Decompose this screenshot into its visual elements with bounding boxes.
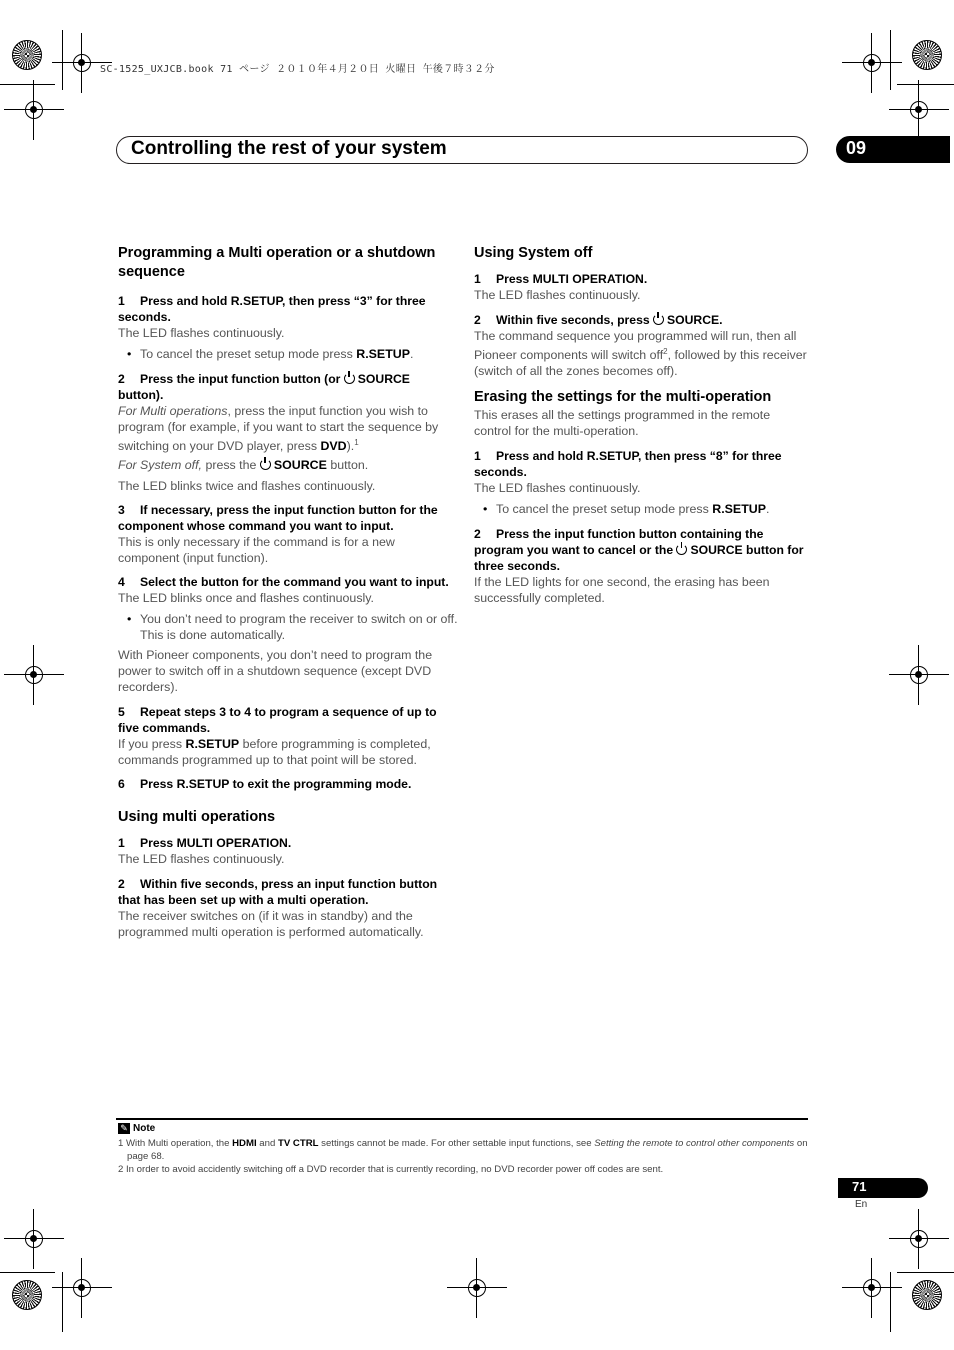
power-icon (676, 544, 687, 555)
registration-rosette (912, 40, 942, 70)
step-6: 6 Press R.SETUP to exit the programming mode. (118, 777, 412, 792)
step-body: If the LED lights for one second, the erasing has been successfully completed. (474, 575, 770, 606)
step-2: 2 Within five seconds, press SOURCE. (474, 313, 723, 327)
step-2: 2 Press the input function button containing the program you want to cancel or the SOURCE button for three seconds. (474, 527, 804, 574)
registration-rosette (912, 1280, 942, 1310)
section-heading: Using multi operations (118, 809, 276, 826)
step-1: 1 Press MULTI OPERATION. (118, 836, 292, 851)
trim-line (62, 1272, 63, 1332)
footnote-rule (116, 1118, 808, 1120)
trim-line (62, 30, 63, 90)
bullet-item: • To cancel the preset setup mode press R.SETUP. (474, 501, 810, 517)
page-number-tab (838, 1178, 928, 1198)
trim-line (897, 84, 954, 85)
step-body: The LED flashes continuously. (474, 481, 641, 496)
step-5: 5 Repeat steps 3 to 4 to program a sequence of up to five commands. (118, 705, 437, 736)
registration-rosette (12, 1280, 42, 1310)
language-label: En (855, 1199, 868, 1210)
step-body: The LED flashes continuously. (474, 288, 641, 302)
chapter-tab (836, 136, 950, 163)
crosshair-mark (889, 645, 949, 705)
print-header: SC-1525_UXJCB.book 71 ページ ２０１０年４月２０日 火曜日 午後７時３２分 (100, 64, 495, 75)
right-column (474, 244, 810, 606)
step-2: 2 Within five seconds, press an input function button that has been set up with a multi operation. (118, 877, 438, 908)
section-intro: This erases all the settings programmed in the remote control for the multi-operation. (474, 408, 771, 439)
trim-line (0, 84, 55, 85)
step-body: The receiver switches on (if it was in standby) and the programmed multi operation is performed automatically. (118, 909, 424, 940)
chapter-number: 09 (846, 138, 867, 158)
step-body: The command sequence you programmed will run, then all Pioneer components will switch off$^2$, followed by this receiver (switch of all the zones becomes off). (474, 329, 807, 379)
step-1: 1 Press MULTI OPERATION. (474, 272, 648, 286)
power-icon (344, 373, 355, 384)
trim-line (0, 1272, 55, 1273)
footnotes: ✎ Note 1 With Multi operation, the HDMI and TV CTRL settings cannot be made. For other settable input functions, see Setting the remote to control other components on page 68. 2 In order to avoid accidently switching off a DVD recorder that is currently recording, no DVD recorder power off codes are sent. (118, 1122, 808, 1175)
step-1: 1 Press and hold R.SETUP, then press “3” for three seconds. (118, 294, 426, 324)
step-3: 3 If necessary, press the input function button for the component whose command you want to input. (118, 503, 438, 534)
step-body: The LED blinks once and flashes continuously. (118, 591, 374, 606)
step-body: If you press R.SETUP before programming is completed, commands programmed up to that point will be stored. (118, 737, 431, 768)
trim-line (890, 1272, 891, 1332)
bullet-item: • You don’t need to program the receiver to switch on or off. This is done automatically. (118, 611, 458, 643)
step-body: The LED flashes continuously. (118, 852, 285, 867)
step-body: The LED flashes continuously. (118, 326, 285, 340)
left-column (118, 244, 458, 940)
chapter-title-bar (116, 136, 808, 164)
power-icon (260, 459, 271, 470)
registration-rosette (12, 40, 42, 70)
footnote-1: 1 With Multi operation, the HDMI and TV CTRL settings cannot be made. For other settable input functions, see Setting the remote to control other components on page 68. (118, 1138, 808, 1162)
trim-line (890, 30, 891, 90)
step-body: For System off, press the SOURCE button. (118, 458, 369, 473)
step-body: With Pioneer components, you don’t need to program the power to switch off in a shutdown sequence (except DVD recorders). (118, 648, 433, 695)
step-body: For Multi operations, press the input function you wish to program (for example, if you want to start the sequence by switching on your DVD player, press DVD).$^1$ (118, 404, 439, 454)
step-body: The LED blinks twice and flashes continuously. (118, 479, 376, 494)
crosshair-mark (889, 80, 949, 140)
crosshair-mark (4, 645, 64, 705)
bullet-item: • To cancel the preset setup mode press R.SETUP. (118, 346, 458, 362)
page-number: 71 (852, 1179, 867, 1194)
crosshair-mark (447, 1258, 507, 1318)
crosshair-mark (52, 1258, 112, 1318)
crosshair-mark (842, 1258, 902, 1318)
trim-line (897, 1272, 954, 1273)
step-1: 1 Press and hold R.SETUP, then press “8” for three seconds. (474, 449, 782, 480)
footnote-2: 2 In order to avoid accidently switching off a DVD recorder that is currently recording, no DVD recorder power off codes are sent. (118, 1164, 664, 1175)
note-icon: ✎ (118, 1123, 130, 1134)
crosshair-mark (4, 80, 64, 140)
power-icon (653, 314, 664, 325)
step-body: This is only necessary if the command is for a new component (input function). (118, 535, 395, 566)
section-heading: Programming a Multi operation or a shutdown sequence (118, 245, 436, 280)
page-title: Controlling the rest of your system (131, 138, 447, 159)
section-heading: Erasing the settings for the multi-operation (474, 389, 772, 406)
step-2: 2 Press the input function button (or SOURCE button). (118, 372, 410, 402)
section-heading: Using System off (474, 245, 593, 261)
step-4: 4 Select the button for the command you want to input. (118, 575, 449, 590)
